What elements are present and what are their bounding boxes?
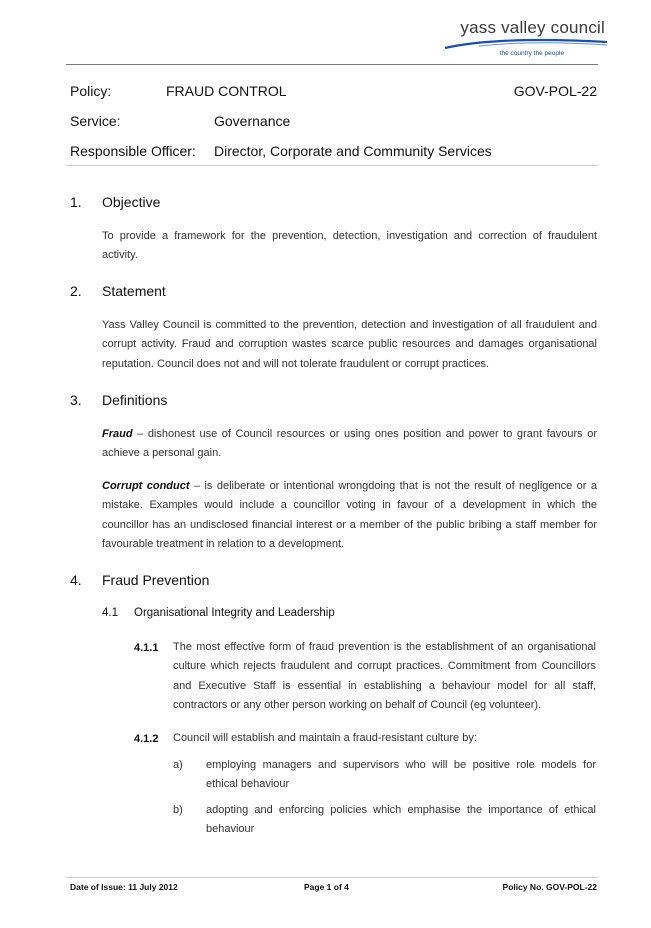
section-number: 2. [70,283,82,299]
policy-code: GOV-POL-22 [513,83,597,99]
definition-corrupt-conduct [102,477,597,555]
clause-number: 4.1.2 [134,733,159,745]
footer-date-of-issue: Date of Issue: 11 July 2012 [70,882,178,892]
subsection-number: 4.1 [102,607,118,619]
definition-term-corrupt: Corrupt conduct [102,480,190,492]
officer-value: Director, Corporate and Community Services [214,143,492,159]
definition-text-corrupt: – is deliberate or intentional wrongdoing that is not the result of negligence or a mistake. Examples would include a councillor voting in favour of a development in which the councillor has an undisclosed financial interest or a member of the public bribing a staff member for favourable treatment in relation to a development. [102,480,597,551]
clause-number: 4.1.1 [134,642,159,654]
definition-term-fraud: Fraud [102,428,133,440]
service-value: Governance [214,113,291,129]
footer-rule [66,877,598,878]
section-title: Statement [102,283,166,299]
section-number: 1. [70,194,82,210]
officer-label: Responsible Officer: [70,143,196,159]
objective-paragraph: To provide a framework for the prevention, detection, investigation and correction of fraudulent activity. [102,230,597,262]
header-divider [66,165,598,166]
section-title: Definitions [102,392,168,408]
list-item-label: b) [173,804,183,816]
list-item-text: employing managers and supervisors who will be positive role models for ethical behaviour [206,759,596,791]
section-number: 3. [70,392,82,408]
footer-policy-number: Policy No. GOV-POL-22 [502,882,597,892]
statement-paragraph: Yass Valley Council is committed to the prevention, detection and investigation of all fraudulent and corrupt activity. Fraud and corruption wastes scarce public resources and damages organisational reputation. Council does not and will not tolerate fraudulent or corrupt practices. [102,319,597,370]
policy-title: FRAUD CONTROL [166,83,287,99]
definition-text-fraud: – dishonest use of Council resources or using ones position and power to grant favours or achieve a personal gain. [102,428,597,460]
subsection-title: Organisational Integrity and Leadership [134,607,335,619]
section-number: 4. [70,572,82,588]
definition-fraud [102,425,597,464]
footer-page-number: Page 1 of 4 [304,882,349,892]
header-rule [66,64,598,65]
clause-text: The most effective form of fraud prevention is the establishment of an organisational culture which rejects fraudulent and corrupt practices. Commitment from Councillors and Executive Staff is essential in establishing a behaviour model for all staff, contractors or any other person working on behalf of Council (eg volunteer). [173,641,596,712]
policy-label: Policy: [70,83,112,99]
logo-tagline: the country the people [499,50,564,57]
section-title: Fraud Prevention [102,572,210,588]
council-logo [439,16,609,64]
section-title: Objective [102,194,161,210]
list-item-text: adopting and enforcing policies which emphasise the importance of ethical behaviour [206,804,596,836]
logo-name: yass valley council [460,18,605,37]
clause-text: Council will establish and maintain a fraud-resistant culture by: [173,732,477,744]
service-label: Service: [70,113,121,129]
list-item-label: a) [173,759,183,771]
